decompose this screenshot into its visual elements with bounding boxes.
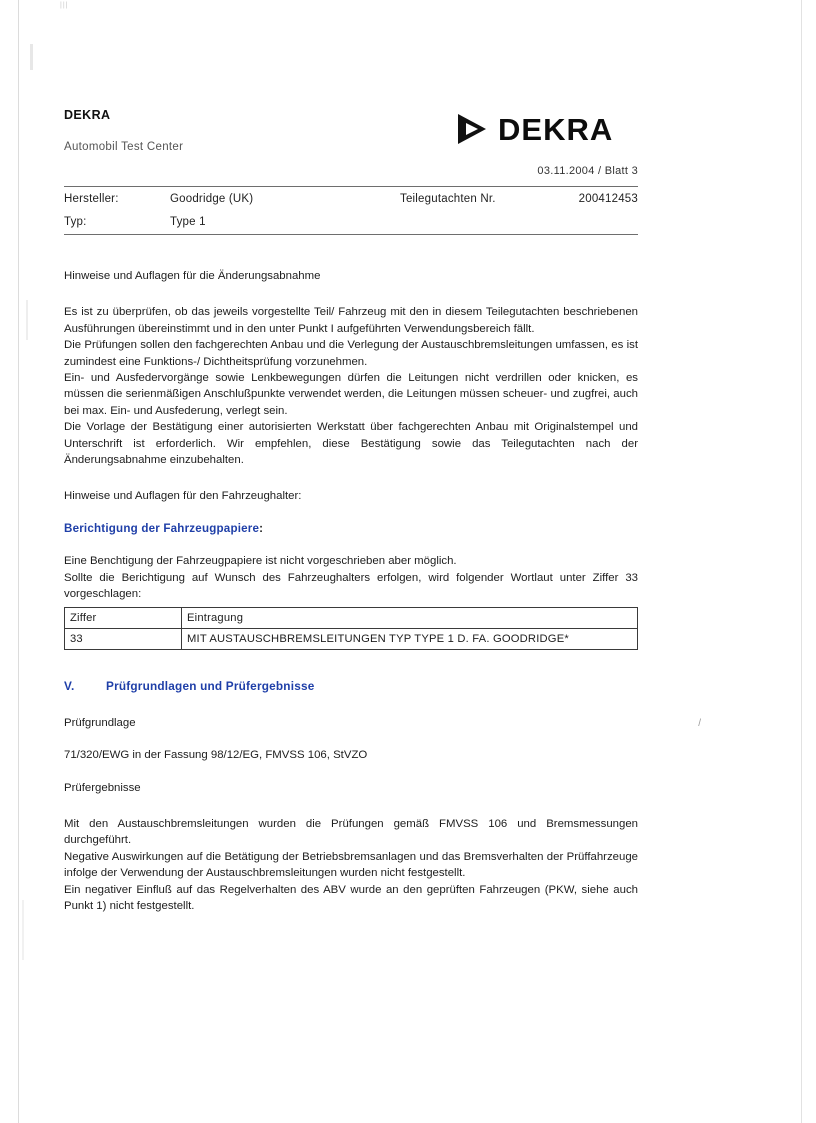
papers-heading-text: Berichtigung der Fahrzeugpapiere [64, 521, 260, 535]
notes-paragraph-2: Die Prüfungen sollen den fachgerechten Anbau und die Verlegung der Austauschbremsleitungen umfassen, es ist zumindest eine Funktions-/ Dichtheitsprüfung vorzunehmen. [64, 339, 638, 368]
chapter-heading [64, 678, 638, 694]
chapter-title: Prüfgrundlagen und Prüfergebnisse [106, 679, 315, 694]
report-label: Teilegutachten Nr. [400, 193, 496, 205]
notes-paragraph-3: Ein- und Ausfedervorgänge sowie Lenkbewegungen dürfen die Leitungen nicht verdrillen oder knicken, es müssen die serienmäßigen Anschlußpunkte verwendet werden, die Leitungen müssen scheuer- und zugfrei, auch bei max. Ein- und Ausfederung, verlegt sein. [64, 372, 638, 417]
table-cell-ziffer: 33 [65, 628, 182, 649]
table-header-row [65, 607, 638, 628]
type-label: Typ: [64, 216, 87, 228]
basis-label: Prüfgrundlage [64, 716, 136, 729]
manufacturer-value: Goodridge (UK) [170, 193, 254, 205]
table-header-eintragung: Eintragung [182, 607, 638, 628]
dekra-triangle-icon [456, 112, 490, 146]
type-value: Type 1 [170, 216, 206, 228]
header-date: 03.11.2004 / Blatt 3 [537, 165, 638, 177]
meta-row-manufacturer [64, 193, 638, 205]
header-left [64, 108, 394, 153]
scan-top-artifact: ||| [60, 2, 69, 9]
basis-value: 71/320/EWG in der Fassung 98/12/EG, FMVSS 106, StVZO [64, 749, 368, 762]
papers-heading-colon: : [259, 521, 264, 535]
type-spacer [400, 216, 550, 228]
chapter-number: V. [64, 679, 75, 694]
owner-heading: Hinweise und Auflagen für den Fahrzeughalter: [64, 490, 302, 503]
header-rule-bottom [64, 234, 638, 235]
margin-artifact: / [698, 718, 701, 729]
document-body [64, 268, 638, 914]
dekra-logo-text: DEKRA [498, 111, 614, 147]
report-value: 200412453 [578, 193, 638, 205]
results-paragraph-3: Ein negativer Einfluß auf das Regelverhalten des ABV wurde an den geprüften Fahrzeugen (PKW, siehe auch Punkt 1) nicht festgestellt. [64, 883, 638, 912]
results-paragraph-1: Mit den Austauschbremsleitungen wurden die Prüfungen gemäß FMVSS 106 und Bremsmessungen durchgeführt. [64, 817, 638, 847]
type-spacer2 [550, 216, 638, 228]
table-header-ziffer: Ziffer [65, 607, 182, 628]
papers-heading [64, 521, 638, 537]
header-rule-top [64, 186, 638, 187]
table-cell-eintragung: MIT AUSTAUSCHBREMSLEITUNGEN TYP TYPE 1 D. FA. GOODRIDGE* [182, 628, 638, 649]
results-paragraph-2: Negative Auswirkungen auf die Betätigung der Betriebsbremsanlagen und das Bremsverhalten der Prüffahrzeuge infolge der Verwendung der Austauschbremsleitungen wurden nicht festgestellt. [64, 850, 638, 880]
company-subtitle: Automobil Test Center [64, 141, 184, 153]
ziffer-table [64, 607, 638, 651]
company-name: DEKRA [64, 108, 111, 122]
results-label: Prüfergebnisse [64, 781, 141, 794]
notes-heading: Hinweise und Auflagen für die Änderungsabnahme [64, 270, 321, 282]
meta-row-type [64, 216, 638, 228]
papers-paragraph-1: Eine Benchtigung der Fahrzeugpapiere ist nicht vorgeschrieben aber möglich. [64, 555, 457, 568]
papers-paragraph-2: Sollte die Berichtigung auf Wunsch des Fahrzeughalters erfolgen, wird folgender Wortlaut unter Ziffer 33 vorgeschlagen: [64, 571, 638, 601]
notes-paragraph-4: Die Vorlage der Bestätigung einer autorisierten Werkstatt über fachgerechten Anbau mit Originalstempel und Unterschrift ist erforderlich. Wir empfehlen, diese Bestätigung sowie das Teilegutachten nach der Änderungsabnahme einzubehalten. [64, 421, 638, 467]
table-row [65, 628, 638, 649]
manufacturer-label: Hersteller: [64, 193, 119, 205]
dekra-logo [456, 112, 613, 146]
notes-paragraph-1: Es ist zu überprüfen, ob das jeweils vorgestellte Teil/ Fahrzeug mit den in diesem Teilegutachten beschriebenen Ausführungen übereinstimmt und in den unter Punkt I aufgeführten Verwendungsbereich fällt. [64, 306, 638, 335]
